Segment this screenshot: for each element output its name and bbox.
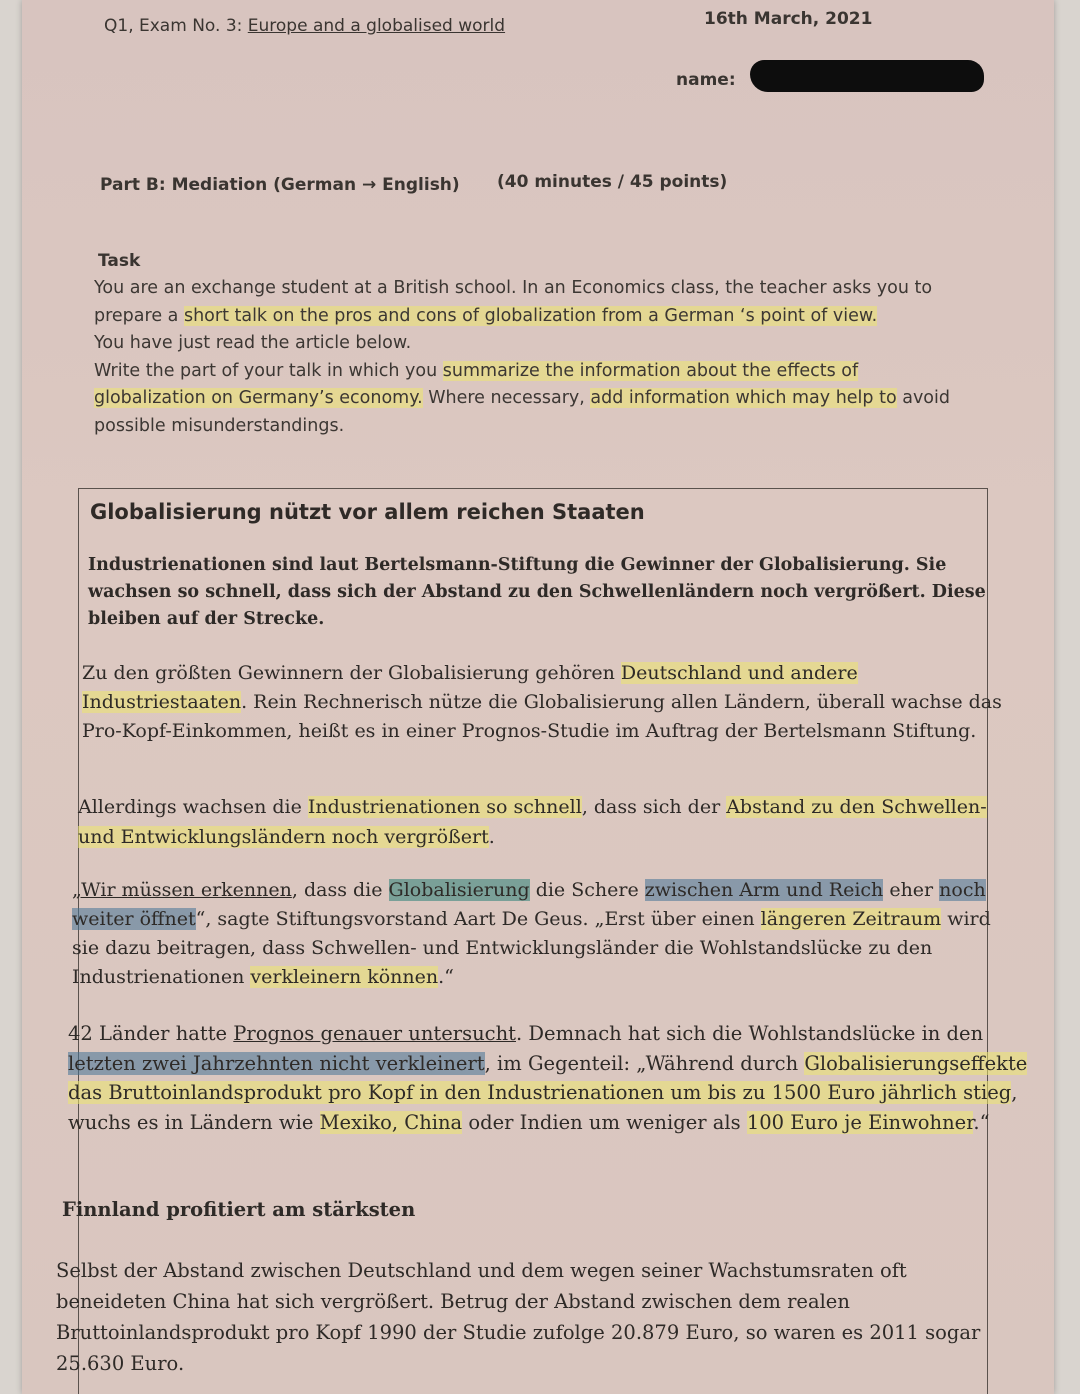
exam-topic: Europe and a globalised world — [247, 16, 506, 36]
article-highlight-blue: noch weiter öffnet — [72, 879, 986, 930]
exam-sheet — [22, 0, 1054, 1394]
article-text: Selbst der Abstand zwischen Deutschland und dem wegen seiner Wachstumsraten oft beneideten China hat sich vergrößert. Betrug der Abstand zwischen dem realen Bruttoinlandsprodukt pro Kopf 1990 der Studie zufolge 20.879 Euro, so waren es 2011 sogar 25.630 Euro. — [56, 1259, 981, 1375]
task-instructions — [94, 275, 974, 440]
task-text: Write the part of your talk in which you — [94, 360, 443, 381]
article-paragraph-5 — [56, 1255, 1016, 1379]
article-highlight: Mexiko, China — [319, 1110, 463, 1134]
article-text: Zu den größten Gewinnern der Globalisierung gehören — [82, 662, 621, 684]
article-highlight-blue: letzten zwei Jahrzehnten nicht verkleinert — [68, 1051, 485, 1075]
article-text: Allerdings wachsen die — [78, 796, 308, 818]
task-highlight: summarize the information about the effects of globalization on Germany’s economy. — [94, 360, 859, 408]
article-text: , im Gegenteil: „Während durch — [484, 1051, 805, 1075]
article-paragraph-2 — [78, 792, 1008, 852]
article-paragraph-4 — [68, 1019, 1028, 1137]
article-highlight-blue: zwischen Arm und Reich — [644, 879, 884, 901]
article-lead-text: Industrienationen sind laut Bertelsmann-Stiftung die Gewinner der Globalisierung. Sie wachsen so schnell, dass sich der Abstand zu den Schwellenländern noch vergrößert. Diese bleiben auf der Strecke. — [88, 555, 986, 629]
article-paragraph-3 — [72, 876, 992, 992]
task-text: avoid possible misunderstandings. — [94, 388, 950, 436]
article-text: “, sagte Stiftungsvorstand Aart De Geus. „Erst über einen — [195, 908, 761, 930]
exam-number: Q1, Exam No. 3: — [104, 16, 248, 36]
redacted-name-mark — [750, 60, 984, 92]
article-underline: Prognos genauer untersucht — [233, 1022, 516, 1045]
task-text: You are an exchange student at a British school. In an Economics class, the teacher asks you to prepare a — [94, 278, 933, 326]
article-highlight: verkleinern können — [250, 966, 439, 988]
article-text: eher — [883, 879, 940, 901]
exam-header — [104, 16, 505, 36]
article-highlight-green: Globalisierung — [388, 879, 530, 901]
article-lead — [88, 552, 1008, 633]
article-text: oder Indien um weniger als — [462, 1110, 747, 1134]
task-title: Task — [98, 251, 141, 271]
article-text: .“ — [438, 966, 454, 988]
task-highlight: short talk on the pros and cons of globalization from a German ‘s point of view. — [183, 305, 878, 326]
article-text: 42 Länder hatte — [68, 1022, 234, 1045]
article-highlight: Deutschland und andere Industriestaaten — [82, 662, 858, 713]
article-text: wird sie dazu beitragen, dass Schwellen- und Entwicklungsländer die Wohlstandslücke zu den Industrienationen — [72, 908, 991, 988]
article-highlight: Industrienationen so schnell — [307, 796, 582, 818]
name-label: name: — [676, 70, 736, 90]
exam-date: 16th March, 2021 — [704, 9, 873, 29]
part-label: Part B: Mediation (German → English) — [100, 175, 460, 195]
article-text: , wuchs es in Ländern wie — [68, 1081, 1018, 1134]
article-underline: „Wir müssen erkennen — [72, 879, 292, 901]
article-text: . — [488, 826, 495, 848]
article-highlight: längeren Zeitraum — [760, 908, 942, 930]
task-text: Where necessary, — [422, 388, 591, 408]
article-highlight: Globalisierungseffekte das Bruttoinlandsprodukt pro Kopf in den Industrienationen um bis zu 1500 Euro jährlich stieg — [68, 1051, 1028, 1104]
article-text: . Rein Rechnerisch nütze die Globalisierung allen Ländern, überall wachse das Pro-Kopf-Einkommen, heißt es in einer Prognos-Studie im Auftrag der Bertelsmann Stiftung. — [82, 691, 1002, 742]
article-subheading: Finnland profitiert am stärksten — [62, 1198, 416, 1221]
article-text: .“ — [973, 1110, 990, 1134]
task-highlight: add information which may help to — [590, 388, 897, 408]
article-text: die Schere — [529, 879, 645, 901]
task-text: You have just read the article below. — [94, 333, 412, 353]
article-highlight: Abstand zu den Schwellen- und Entwicklungsländern noch vergrößert — [78, 796, 987, 848]
article-text: , dass sich der — [581, 796, 727, 818]
article-highlight: 100 Euro je Einwohner — [746, 1110, 974, 1134]
article-paragraph-1 — [82, 659, 1002, 746]
part-time-points: (40 minutes / 45 points) — [497, 172, 728, 192]
article-text: . Demnach hat sich die Wohlstandslücke in den — [516, 1022, 984, 1045]
article-text: , dass die — [291, 879, 389, 901]
article-title: Globalisierung nützt vor allem reichen Staaten — [90, 500, 645, 524]
